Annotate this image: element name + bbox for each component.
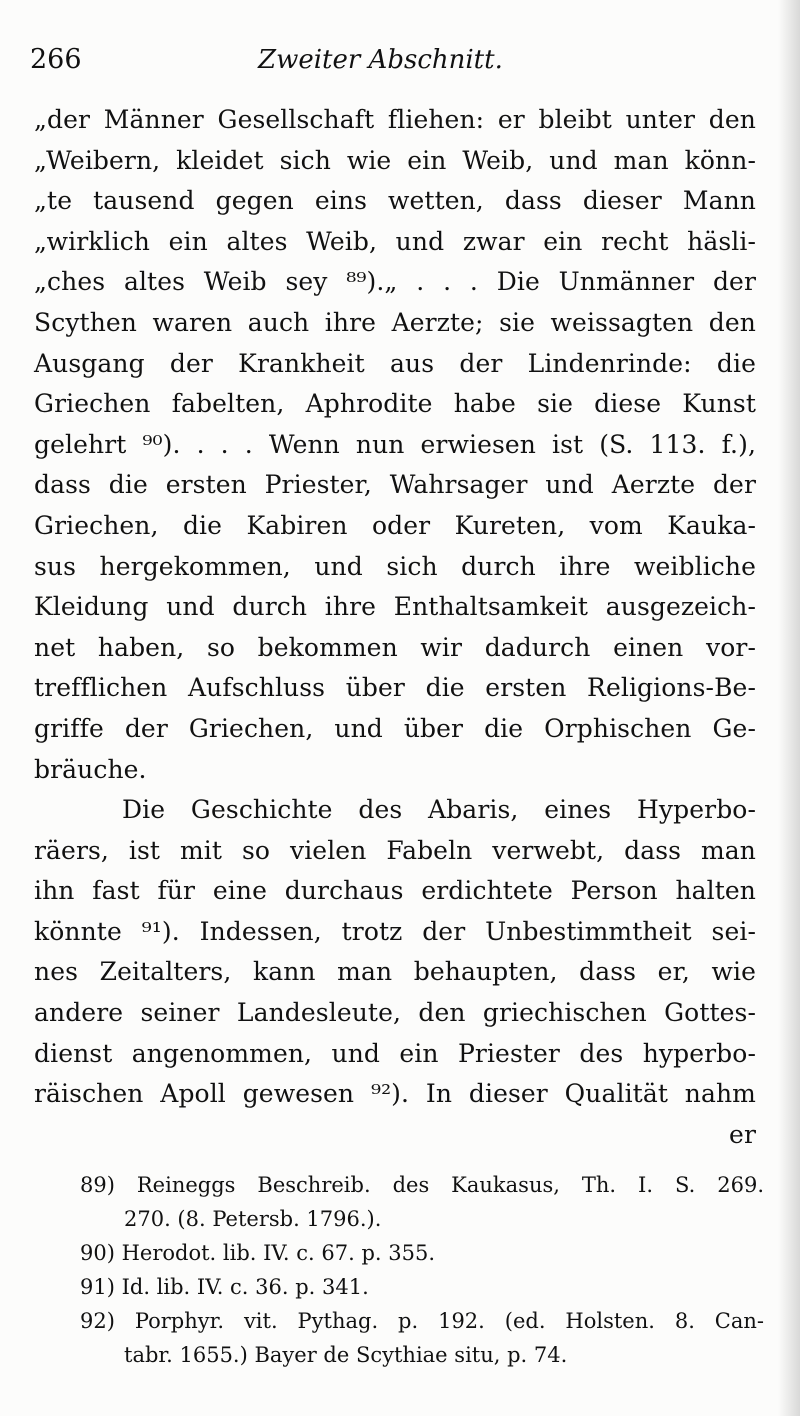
text-line: dass die ersten Priester, Wahrsager und Aerzte der: [34, 470, 756, 500]
text-line: trefflichen Aufschluss über die ersten Religions-Be-: [34, 673, 756, 703]
footnote-90: 90) Herodot. lib. IV. c. 67. p. 355.: [80, 1241, 435, 1265]
text-line: „te tausend gegen eins wetten, dass dieser Mann: [34, 186, 756, 216]
footnotes: [80, 1168, 764, 1372]
page-header: [30, 42, 770, 82]
text-line: „ches altes Weib sey ⁸⁹).„ . . . Die Unmänner der: [34, 267, 756, 297]
text-line: Scythen waren auch ihre Aerzte; sie weissagten den: [34, 307, 756, 337]
catchword: er: [729, 1119, 756, 1149]
footnote-91: 91) Id. lib. IV. c. 36. p. 341.: [80, 1275, 369, 1299]
text-line: „Weibern, kleidet sich wie ein Weib, und man könn-: [34, 145, 756, 175]
text-line-paragraph-end: bräuche.: [34, 754, 147, 784]
text-line-paragraph-start: Die Geschichte des Abaris, eines Hyperbo-: [122, 795, 756, 825]
text-line: „wirklich ein altes Weib, und zwar ein recht häsli-: [34, 226, 756, 256]
text-line: Griechen, die Kabiren oder Kureten, vom Kauka-: [34, 510, 756, 540]
text-line: könnte ⁹¹). Indessen, trotz der Unbestimmtheit sei-: [34, 916, 756, 946]
text-line: räers, ist mit so vielen Fabeln verwebt, dass man: [34, 835, 756, 865]
text-line: gelehrt ⁹⁰). . . . Wenn nun erwiesen ist (S. 113. f.),: [34, 429, 756, 459]
text-line: sus hergekommen, und sich durch ihre weibliche: [34, 551, 756, 581]
footnote-89-continued: 270. (8. Petersb. 1796.).: [124, 1207, 382, 1231]
page-edge-shadow: [778, 0, 800, 1416]
footnote-92-continued: tabr. 1655.) Bayer de Scythiae situ, p. 74.: [124, 1343, 568, 1367]
text-line: net haben, so bekommen wir dadurch einen vor-: [34, 632, 756, 662]
text-line: „der Männer Gesellschaft fliehen: er bleibt unter den: [34, 105, 756, 134]
text-line: dienst angenommen, und ein Priester des hyperbo-: [34, 1038, 756, 1068]
text-line: Kleidung und durch ihre Enthaltsamkeit ausgezeich-: [34, 592, 756, 622]
body-text: [34, 100, 756, 1155]
running-title: Zweiter Abschnitt.: [258, 45, 503, 75]
text-line: Griechen fabelten, Aphrodite habe sie diese Kunst: [34, 389, 756, 419]
text-line: nes Zeitalters, kann man behaupten, dass er, wie: [34, 957, 756, 987]
footnote-89: 89) Reineggs Beschreib. des Kaukasus, Th. I. S. 269.: [80, 1173, 764, 1197]
text-line: ihn fast für eine durchaus erdichtete Person halten: [34, 876, 756, 906]
text-line: griffe der Griechen, und über die Orphischen Ge-: [34, 713, 756, 743]
page-number: 266: [30, 44, 82, 75]
text-line: räischen Apoll gewesen ⁹²). In dieser Qualität nahm: [34, 1079, 756, 1109]
text-line: Ausgang der Krankheit aus der Lindenrinde: die: [34, 348, 756, 378]
text-line: andere seiner Landesleute, den griechischen Gottes-: [34, 998, 756, 1028]
footnote-92: 92) Porphyr. vit. Pythag. p. 192. (ed. Holsten. 8. Can-: [80, 1309, 764, 1333]
